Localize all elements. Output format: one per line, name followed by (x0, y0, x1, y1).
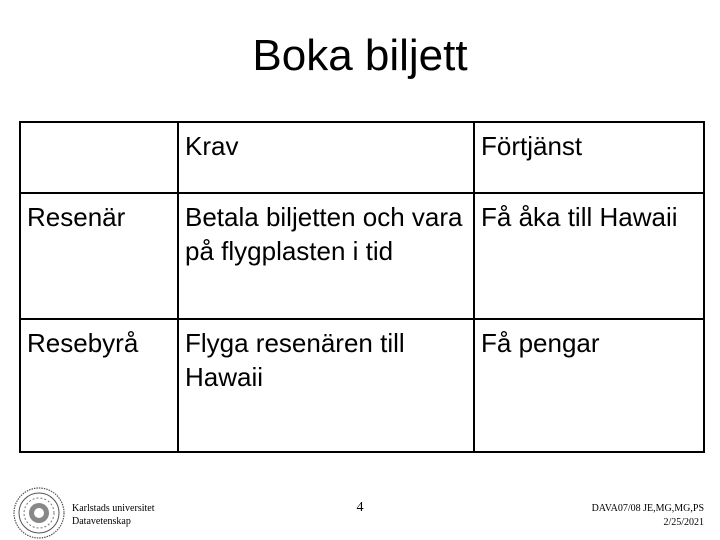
table-cell-benefit: Få pengar (474, 319, 704, 452)
page-number: 4 (356, 500, 364, 515)
course-info: DAVA07/08 JE,MG,MG,PS 2/25/2021 (591, 503, 704, 528)
table-cell-role: Resenär (20, 193, 178, 319)
table-header-fortjanst: Förtjänst (474, 122, 704, 193)
table-header-krav: Krav (178, 122, 474, 193)
university-seal-icon (12, 486, 66, 540)
table-header-row (20, 122, 704, 193)
table-row (20, 193, 704, 319)
table-cell-requirement: Flyga resenären till Hawaii (178, 319, 474, 452)
organization-name: Karlstads universitet Datavetenskap (72, 503, 155, 527)
requirements-table (19, 121, 705, 453)
table-cell-benefit: Få åka till Hawaii (474, 193, 704, 319)
table-cell-requirement: Betala biljetten och vara på flygplasten i tid (178, 193, 474, 319)
table-header-corner (20, 122, 178, 193)
slide-title: Boka biljett (252, 31, 468, 80)
table-cell-role: Resebyrå (20, 319, 178, 452)
table-row (20, 319, 704, 452)
